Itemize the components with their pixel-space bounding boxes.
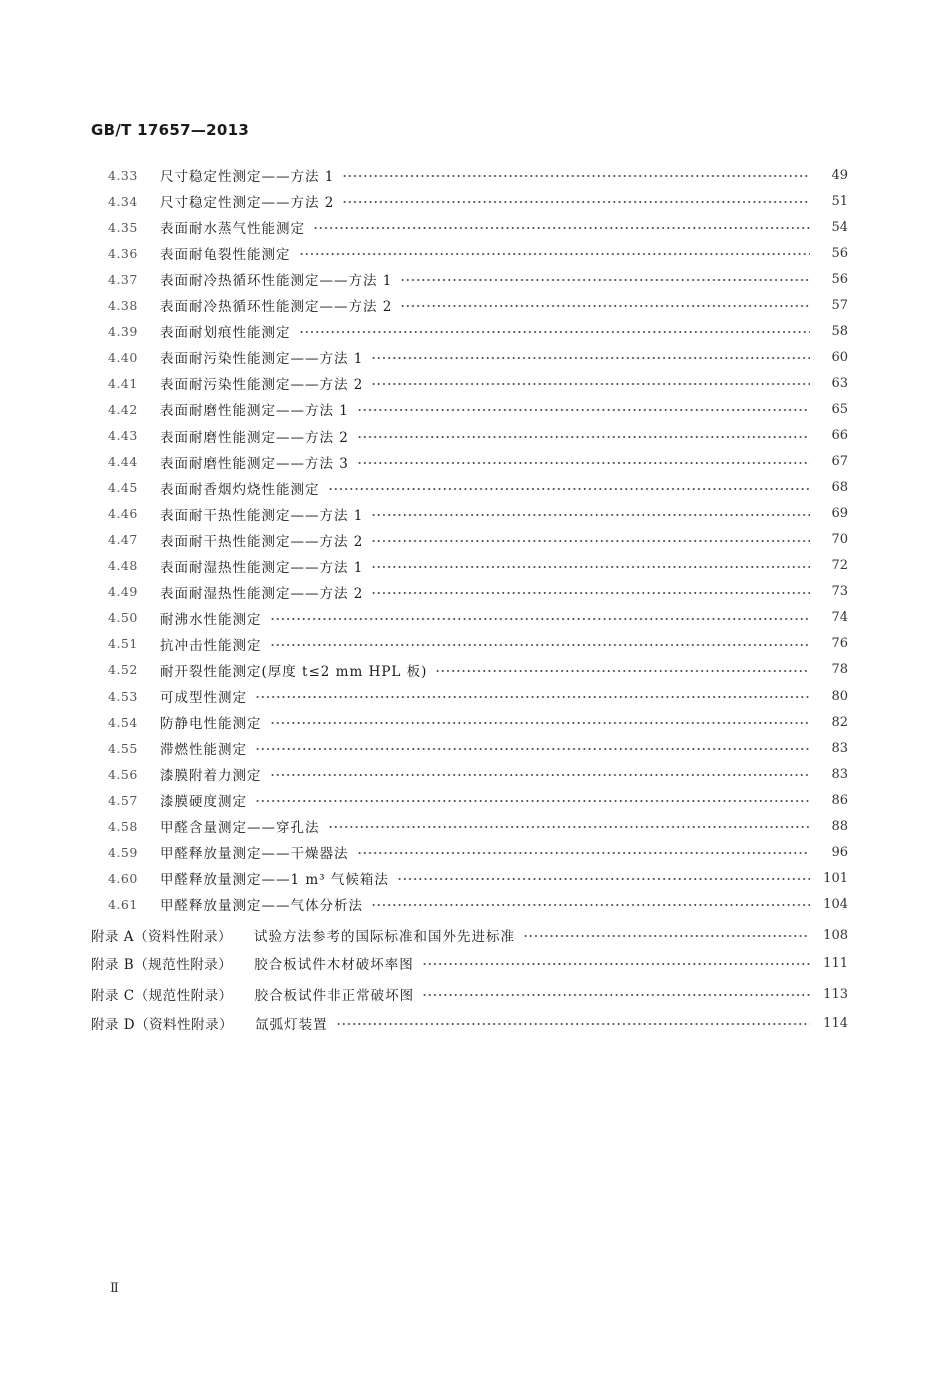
- toc-section-number: 4.50: [108, 610, 138, 626]
- toc-page-number: 96: [831, 844, 848, 860]
- toc-section-title: 甲醛含量测定——穿孔法: [160, 820, 320, 837]
- toc-page-number: 104: [823, 896, 848, 912]
- toc-section-number: 4.55: [108, 740, 138, 756]
- dot-leader: [299, 330, 811, 334]
- toc-page-number: 69: [831, 506, 848, 522]
- dot-leader: [400, 304, 810, 308]
- toc-section-number: 4.56: [108, 766, 138, 782]
- toc-entry[interactable]: [108, 893, 848, 915]
- toc-section-number: 4.53: [108, 688, 138, 704]
- toc-page-number: 66: [831, 428, 848, 443]
- dot-leader: [313, 226, 810, 230]
- toc-section-number: 4.47: [108, 532, 138, 548]
- toc-page-number: 76: [831, 636, 848, 652]
- toc-page-number: 82: [831, 714, 848, 730]
- toc-entry[interactable]: [108, 841, 848, 863]
- toc-section-title: 可成型性测定: [160, 690, 247, 706]
- toc-section-title: 表面耐龟裂性能测定: [160, 247, 291, 264]
- toc-entry[interactable]: [108, 711, 848, 733]
- toc-page-number: 88: [831, 818, 848, 834]
- toc-entry[interactable]: [108, 659, 848, 681]
- toc-entry[interactable]: [108, 294, 848, 316]
- toc-entry[interactable]: [108, 555, 848, 577]
- toc-section-number: 4.49: [108, 584, 138, 600]
- toc-section-title: 表面耐干热性能测定——方法 1: [160, 507, 364, 524]
- toc-section-title: 甲醛释放量测定——1 m³ 气候箱法: [160, 872, 389, 889]
- toc-entry[interactable]: [108, 425, 848, 447]
- toc-appendix-entry[interactable]: [91, 983, 848, 1005]
- toc-entry[interactable]: [108, 398, 848, 420]
- toc-section-number: 4.37: [108, 271, 138, 287]
- toc-entry[interactable]: [108, 216, 848, 238]
- toc-page-number: 114: [823, 1015, 848, 1031]
- toc-page-number: 49: [831, 167, 848, 183]
- dot-leader: [342, 200, 810, 204]
- toc-page-number: 73: [831, 584, 848, 600]
- dot-leader: [371, 382, 810, 386]
- dot-leader: [255, 747, 810, 751]
- toc-page-number: 68: [831, 480, 848, 496]
- toc-section-number: 4.59: [108, 844, 138, 860]
- toc-entry[interactable]: [108, 320, 848, 342]
- toc-section-title: 尺寸稳定性测定——方法 2: [160, 195, 335, 212]
- dot-leader: [422, 962, 810, 966]
- toc-entry[interactable]: [108, 529, 848, 551]
- toc-section-title: 表面耐划痕性能测定: [160, 325, 291, 342]
- toc-section-number: 4.38: [108, 297, 138, 313]
- toc-section-title: 耐沸水性能测定: [160, 611, 262, 628]
- dot-leader: [357, 408, 810, 412]
- toc-entry[interactable]: [108, 242, 848, 264]
- toc-entry[interactable]: [108, 477, 848, 499]
- toc-section-number: 4.41: [108, 375, 138, 391]
- toc-entry[interactable]: [108, 503, 848, 525]
- dot-leader: [523, 934, 810, 938]
- toc-section-number: 4.35: [108, 219, 138, 235]
- toc-section-title: 表面耐磨性能测定——方法 3: [160, 455, 349, 472]
- toc-page-number: 101: [823, 870, 848, 886]
- dot-leader: [328, 825, 811, 829]
- dot-leader: [299, 252, 811, 256]
- toc-appendix-entry[interactable]: [91, 924, 848, 946]
- toc-entry[interactable]: [108, 164, 848, 186]
- toc-section-number: 4.54: [108, 714, 138, 730]
- toc-entry[interactable]: [108, 346, 848, 368]
- toc-section-number: 4.34: [108, 193, 138, 209]
- toc-section-title: 表面耐水蒸气性能测定: [160, 221, 305, 238]
- toc-section-title: 耐开裂性能测定(厚度 t≤2 mm HPL 板): [160, 663, 428, 680]
- toc-section-number: 4.45: [108, 480, 138, 496]
- toc-entry[interactable]: [108, 372, 848, 394]
- dot-leader: [422, 993, 810, 997]
- dot-leader: [371, 539, 810, 543]
- toc-page-number: 72: [831, 558, 848, 574]
- appendix-label: 附录 C（规范性附录）: [91, 988, 233, 1004]
- appendix-title: 试验方法参考的国际标准和国外先进标准: [254, 929, 516, 945]
- toc-entry[interactable]: [108, 815, 848, 837]
- toc-section-number: 4.57: [108, 792, 138, 808]
- toc-section-title: 滞燃性能测定: [160, 742, 247, 759]
- toc-appendix-entry[interactable]: [91, 1012, 848, 1034]
- appendix-label: 附录 D（资料性附录）: [91, 1017, 234, 1033]
- dot-leader: [435, 669, 810, 673]
- appendix-label: 附录 A（资料性附录）: [91, 929, 233, 945]
- toc-section-number: 4.42: [108, 401, 138, 417]
- toc-section-title: 漆膜硬度测定: [160, 794, 247, 811]
- toc-page-number: 111: [823, 955, 848, 971]
- dot-leader: [342, 174, 810, 178]
- toc-page-number: 51: [831, 193, 848, 209]
- toc-section-title: 表面耐湿热性能测定——方法 1: [160, 559, 364, 576]
- toc-section-title: 甲醛释放量测定——干燥器法: [160, 846, 349, 863]
- page-number: Ⅱ: [110, 1281, 119, 1296]
- toc-section-number: 4.43: [108, 428, 138, 443]
- toc-page-number: 113: [823, 986, 848, 1002]
- appendix-title: 氙弧灯装置: [255, 1017, 328, 1033]
- toc-section-title: 表面耐污染性能测定——方法 1: [160, 351, 364, 368]
- toc-section-title: 表面耐干热性能测定——方法 2: [160, 533, 364, 550]
- toc-section-number: 4.48: [108, 558, 138, 574]
- toc-entry[interactable]: [108, 789, 848, 811]
- toc-section-number: 4.40: [108, 349, 138, 365]
- toc-entry[interactable]: [108, 451, 848, 473]
- dot-leader: [371, 356, 810, 360]
- toc-page-number: 80: [831, 688, 848, 704]
- toc-section-number: 4.61: [108, 896, 138, 912]
- toc-section-title: 表面耐污染性能测定——方法 2: [160, 377, 364, 394]
- standard-code-header: GB/T 17657—2013: [91, 121, 250, 139]
- toc-page-number: 74: [831, 610, 848, 626]
- toc-section-title: 表面耐香烟灼烧性能测定: [160, 481, 320, 498]
- toc-entry[interactable]: [108, 737, 848, 759]
- toc-entry[interactable]: [108, 685, 848, 707]
- dot-leader: [270, 643, 811, 647]
- toc-entry[interactable]: [108, 867, 848, 889]
- toc-section-number: 4.33: [108, 167, 138, 183]
- toc-section-title: 尺寸稳定性测定——方法 1: [160, 169, 335, 185]
- toc-page-number: 65: [831, 401, 848, 417]
- dot-leader: [270, 773, 811, 777]
- toc-section-title: 表面耐磨性能测定——方法 2: [160, 429, 349, 446]
- toc-page-number: 63: [831, 375, 848, 391]
- toc-entry[interactable]: [108, 268, 848, 290]
- dot-leader: [371, 513, 810, 517]
- toc-section-number: 4.46: [108, 506, 138, 522]
- toc-section-number: 4.52: [108, 662, 138, 678]
- toc-section-title: 漆膜附着力测定: [160, 768, 262, 785]
- toc-entry[interactable]: [108, 763, 848, 785]
- appendix-label: 附录 B（规范性附录）: [91, 957, 233, 973]
- toc-page-number: 60: [831, 349, 848, 365]
- toc-entry[interactable]: [108, 633, 848, 655]
- toc-section-title: 表面耐冷热循环性能测定——方法 1: [160, 273, 393, 290]
- toc-section-number: 4.60: [108, 870, 138, 886]
- toc-page-number: 86: [831, 792, 848, 808]
- dot-leader: [328, 487, 811, 491]
- toc-section-number: 4.51: [108, 636, 138, 652]
- toc-section-title: 表面耐湿热性能测定——方法 2: [160, 585, 364, 602]
- dot-leader: [397, 877, 810, 881]
- toc-page-number: 108: [823, 927, 848, 943]
- toc-page-number: 58: [831, 323, 848, 339]
- dot-leader: [255, 799, 810, 803]
- toc-page-number: 78: [831, 662, 848, 678]
- toc-section-number: 4.58: [108, 818, 138, 834]
- toc-entry[interactable]: [108, 190, 848, 212]
- toc-page-number: 70: [831, 532, 848, 548]
- toc-entry[interactable]: [108, 581, 848, 603]
- toc-section-title: 表面耐冷热循环性能测定——方法 2: [160, 299, 393, 316]
- toc-section-number: 4.36: [108, 245, 138, 261]
- toc-section-number: 4.39: [108, 323, 138, 339]
- toc-section-title: 表面耐磨性能测定——方法 1: [160, 403, 349, 420]
- toc-page-number: 57: [831, 297, 848, 313]
- toc-appendix-entry[interactable]: [91, 952, 848, 974]
- toc-page-number: 56: [831, 271, 848, 287]
- dot-leader: [400, 278, 810, 282]
- dot-leader: [357, 435, 810, 439]
- dot-leader: [371, 565, 810, 569]
- appendix-title: 胶合板试件木材破坏率图: [254, 957, 414, 973]
- dot-leader: [270, 721, 811, 725]
- toc-page-number: 67: [831, 454, 848, 470]
- toc-section-title: 抗冲击性能测定: [160, 637, 262, 654]
- toc-section-title: 防静电性能测定: [160, 716, 262, 733]
- toc-page-number: 54: [831, 219, 848, 235]
- dot-leader: [371, 903, 810, 907]
- toc-page-number: 83: [831, 740, 848, 756]
- dot-leader: [336, 1022, 810, 1026]
- dot-leader: [357, 461, 810, 465]
- toc-section-number: 4.44: [108, 454, 138, 470]
- dot-leader: [371, 591, 810, 595]
- dot-leader: [270, 617, 811, 621]
- appendix-title: 胶合板试件非正常破坏图: [254, 988, 415, 1004]
- toc-entry[interactable]: [108, 607, 848, 629]
- dot-leader: [357, 851, 811, 855]
- toc-section-title: 甲醛释放量测定——气体分析法: [160, 898, 363, 915]
- toc-page-number: 83: [831, 766, 848, 782]
- toc-page-number: 56: [831, 245, 848, 261]
- dot-leader: [255, 695, 810, 699]
